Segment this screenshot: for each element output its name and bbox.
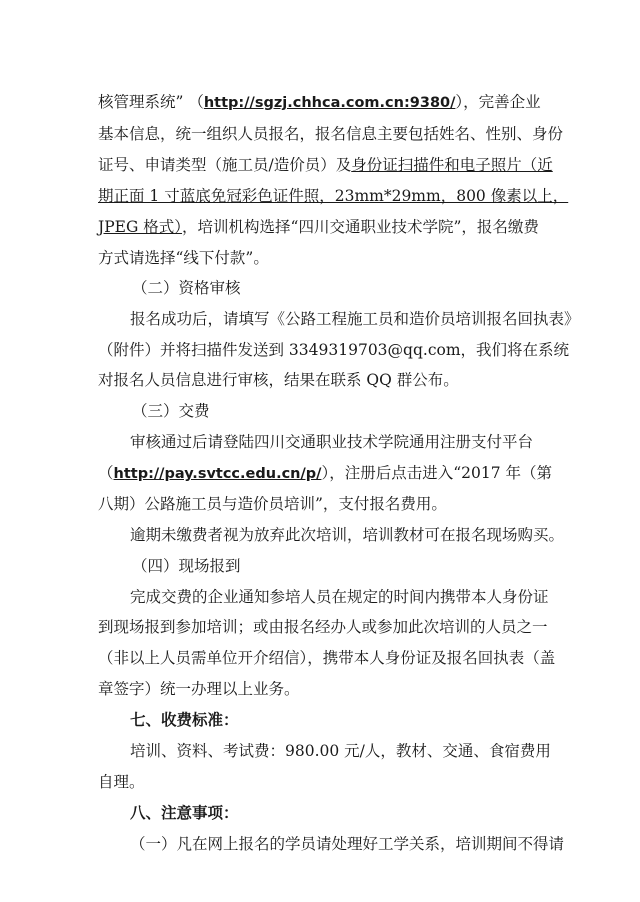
text-line (130, 741, 640, 761)
text-line (98, 340, 640, 360)
text-line (130, 309, 640, 329)
text-segment: 章签字）统一办理以上业务。 (98, 680, 300, 698)
text-segment: （非以上人员需单位开介绍信），携带本人身份证及报名回执表（盖 (98, 649, 556, 667)
text-line (130, 432, 640, 452)
text-line (98, 155, 640, 175)
text-segment: 八、注意事项： (130, 803, 239, 822)
text-segment: 八期）公路施工员与造价员培训”，支付报名费用。 (98, 495, 447, 513)
link-pay[interactable]: http://pay.svtcc.edu.cn/p/ (113, 466, 322, 482)
text-line (98, 124, 640, 144)
text-segment: 方式请选择“线下付款”。 (98, 249, 269, 267)
text-segment: ），完善企业 (455, 93, 541, 111)
text-segment: JPEG 格式） (98, 218, 183, 236)
text-segment: ），注册后点击进入“2017 年（第 (321, 464, 553, 482)
section-heading (132, 278, 640, 298)
text-line (130, 834, 640, 854)
text-segment: （附件）并将扫描件发送到 3349319703@qq.com，我们将在系统 (98, 341, 570, 359)
text-segment: （ (98, 464, 114, 482)
text-segment: 对报名人员信息进行审核，结果在联系 QQ 群公布。 (98, 371, 459, 389)
text-segment: （一）凡在网上报名的学员请处理好工学关系，培训期间不得请 (130, 835, 565, 853)
link-sgzj[interactable]: http://sgzj.chhca.com.cn:9380/ (203, 95, 456, 111)
section-heading (130, 710, 640, 730)
text-segment: （二）资格审核 (132, 279, 241, 297)
text-line (98, 617, 640, 637)
text-line (98, 92, 640, 113)
text-line (98, 463, 640, 484)
text-segment: 证号、申请类型（施工员/造价员）及 (98, 156, 352, 174)
text-segment: 审核通过后请登陆四川交通职业技术学院通用注册支付平台 (130, 433, 534, 451)
text-line (98, 217, 640, 237)
text-line (130, 525, 640, 545)
text-segment: 报名成功后，请填写《公路工程施工员和造价员培训报名回执表》 (130, 310, 580, 328)
text-segment: （四）现场报到 (132, 557, 241, 575)
text-line (130, 587, 640, 607)
section-heading (132, 401, 640, 421)
text-segment: 到现场报到参加培训；或由报名经办人或参加此次培训的人员之一 (98, 618, 548, 636)
text-segment: （三）交费 (132, 402, 210, 420)
text-line (98, 772, 640, 792)
text-segment: ，培训机构选择“四川交通职业技术学院”，报名缴费 (182, 218, 539, 236)
text-line (98, 679, 640, 699)
text-segment: 核管理系统” （ (98, 93, 204, 111)
text-line (98, 648, 640, 668)
text-segment: 七、收费标准： (130, 710, 239, 729)
text-segment: 期正面 1 寸蓝底免冠彩色证件照，23mm*29mm，800 像素以上， (98, 187, 569, 205)
text-line (98, 370, 640, 390)
text-segment: 完成交费的企业通知参培人员在规定的时间内携带本人身份证 (130, 588, 549, 606)
section-heading (130, 803, 640, 823)
text-line (98, 248, 640, 268)
text-segment: 自理。 (98, 773, 145, 791)
text-segment: 逾期未缴费者视为放弃此次培训，培训教材可在报名现场购买。 (130, 526, 565, 544)
text-segment: 身份证扫描件和电子照片（近 (351, 156, 553, 174)
text-segment: 培训、资料、考试费：980.00 元/人，教材、交通、食宿费用 (130, 742, 551, 760)
text-line (98, 186, 640, 206)
section-heading (132, 556, 640, 576)
text-segment: 基本信息，统一组织人员报名，报名信息主要包括姓名、性别、身份 (98, 125, 564, 143)
text-line (98, 494, 640, 514)
